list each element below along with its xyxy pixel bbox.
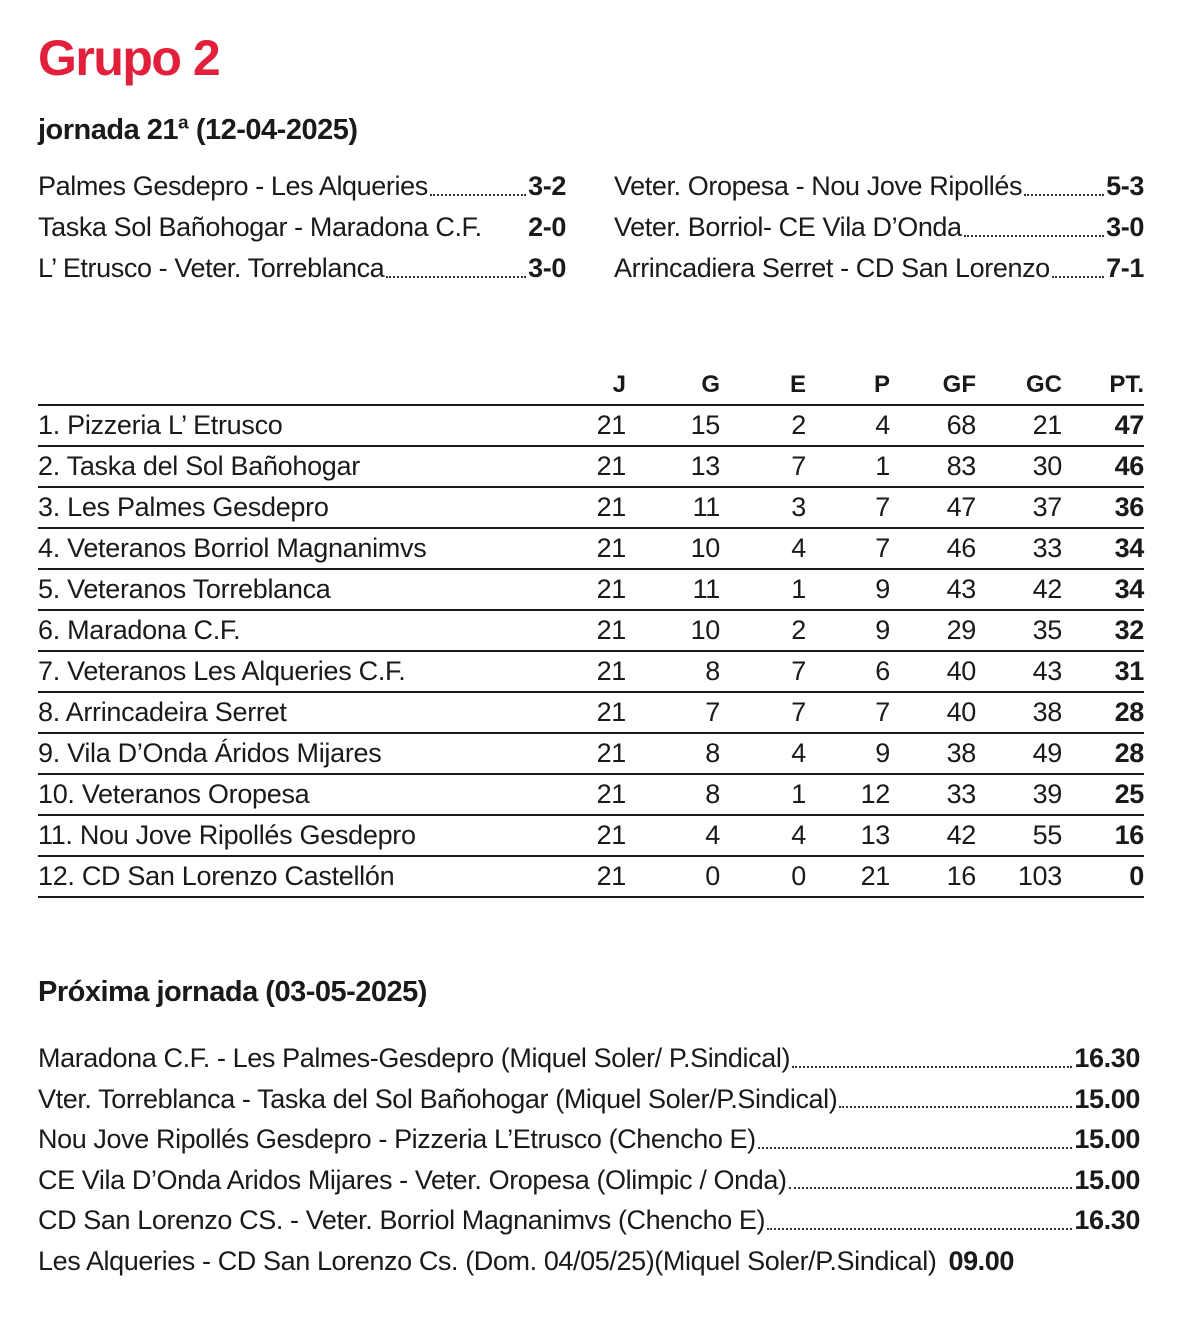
cell-drawn: 2 [720,610,806,651]
cell-played: 21 [590,692,626,733]
cell-goals-for: 16 [890,856,976,897]
cell-played: 21 [590,446,626,487]
result-score: 7-1 [1106,253,1144,283]
cell-team-name: 5. Veteranos Torreblanca [38,569,590,610]
table-row [38,487,1144,528]
cell-team-name: 12. CD San Lorenzo Castellón [38,856,590,897]
result-score: 3-2 [528,171,566,201]
fixture-time: 16.30 [1074,1205,1140,1235]
group-title: Grupo 2 [38,30,220,86]
cell-goals-against: 55 [976,815,1062,856]
cell-points: 34 [1062,528,1144,569]
cell-drawn: 0 [720,856,806,897]
cell-goals-against: 33 [976,528,1062,569]
cell-lost: 1 [806,446,890,487]
cell-drawn: 2 [720,405,806,446]
cell-played: 21 [590,405,626,446]
cell-won: 15 [626,405,720,446]
cell-goals-for: 83 [890,446,976,487]
fixture-match: CD San Lorenzo CS. - Veter. Borriol Magnanimvs (Chencho E) [38,1205,766,1235]
cell-won: 11 [626,487,720,528]
standings-header-row [38,366,1144,405]
cell-team-name: 3. Les Palmes Gesdepro [38,487,590,528]
cell-won: 10 [626,610,720,651]
cell-won: 8 [626,774,720,815]
fixture-time: 15.00 [1074,1164,1140,1195]
result-line [614,166,1144,207]
result-match: L’ Etrusco - Veter. Torreblanca [38,253,385,283]
table-row [38,815,1144,856]
cell-won: 13 [626,446,720,487]
result-line [614,207,1144,248]
cell-lost: 9 [806,569,890,610]
fixture-line [38,1038,1140,1079]
results-left-column [38,166,566,289]
cell-points: 34 [1062,569,1144,610]
fixture-line [38,1119,1140,1160]
cell-drawn: 1 [720,569,806,610]
cell-lost: 9 [806,610,890,651]
cell-goals-for: 33 [890,774,976,815]
table-row [38,856,1144,897]
cell-goals-against: 37 [976,487,1062,528]
header-drawn: E [720,366,806,405]
dot-leader [792,1066,1072,1068]
cell-team-name: 2. Taska del Sol Bañohogar [38,446,590,487]
fixture-match: CE Vila D’Onda Aridos Mijares - Veter. Oropesa (Olimpic / Onda) [38,1164,787,1195]
result-score: 3-0 [1106,212,1144,242]
round-heading: jornada 21ª (12-04-2025) [38,114,358,146]
cell-points: 36 [1062,487,1144,528]
header-points: PT. [1062,366,1144,405]
cell-played: 21 [590,774,626,815]
dot-leader [789,1187,1073,1189]
cell-won: 11 [626,569,720,610]
table-row [38,692,1144,733]
cell-lost: 4 [806,405,890,446]
cell-goals-for: 68 [890,405,976,446]
dot-leader [430,194,526,196]
result-match: Veter. Borriol- CE Vila D’Onda [614,212,962,242]
cell-goals-for: 40 [890,692,976,733]
cell-team-name: 10. Veteranos Oropesa [38,774,590,815]
cell-points: 28 [1062,692,1144,733]
table-row [38,405,1144,446]
fixture-time: 09.00 [948,1245,1015,1276]
cell-lost: 7 [806,528,890,569]
table-row [38,528,1144,569]
cell-points: 0 [1062,856,1144,897]
cell-drawn: 3 [720,487,806,528]
cell-points: 47 [1062,405,1144,446]
cell-lost: 12 [806,774,890,815]
cell-lost: 21 [806,856,890,897]
cell-goals-for: 43 [890,569,976,610]
fixture-match: Maradona C.F. - Les Palmes-Gesdepro (Miquel Soler/ P.Sindical) [38,1043,791,1073]
result-line [38,166,566,207]
result-match: Taska Sol Bañohogar - Maradona C.F. [38,212,482,242]
cell-played: 21 [590,528,626,569]
cell-goals-for: 42 [890,815,976,856]
result-line [38,207,566,248]
result-match: Veter. Oropesa - Nou Jove Ripollés [614,171,1023,201]
cell-goals-against: 103 [976,856,1062,897]
result-score: 5-3 [1106,171,1144,201]
cell-team-name: 11. Nou Jove Ripollés Gesdepro [38,815,590,856]
fixture-time: 15.00 [1074,1083,1140,1114]
cell-goals-against: 43 [976,651,1062,692]
cell-played: 21 [590,487,626,528]
cell-drawn: 1 [720,774,806,815]
cell-drawn: 4 [720,815,806,856]
fixture-match: Vter. Torreblanca - Taska del Sol Bañohogar (Miquel Soler/P.Sindical) [38,1083,838,1114]
cell-won: 4 [626,815,720,856]
header-played: J [590,366,626,405]
cell-lost: 7 [806,487,890,528]
dot-leader [758,1147,1073,1149]
table-row [38,569,1144,610]
cell-goals-for: 46 [890,528,976,569]
cell-won: 10 [626,528,720,569]
cell-goals-against: 21 [976,405,1062,446]
header-won: G [626,366,720,405]
fixture-match: Les Alqueries - CD San Lorenzo Cs. (Dom. 04/05/25)(Miquel Soler/P.Sindical) [38,1245,937,1276]
cell-goals-against: 39 [976,774,1062,815]
cell-goals-against: 38 [976,692,1062,733]
result-line [614,248,1144,289]
cell-drawn: 7 [720,692,806,733]
cell-team-name: 7. Veteranos Les Alqueries C.F. [38,651,590,692]
cell-lost: 6 [806,651,890,692]
fixture-line [38,1160,1140,1201]
cell-team-name: 8. Arrincadeira Serret [38,692,590,733]
cell-goals-for: 47 [890,487,976,528]
fixture-line [38,1241,1140,1282]
dot-leader [386,276,526,278]
result-match: Arrincadiera Serret - CD San Lorenzo [614,253,1050,283]
cell-played: 21 [590,733,626,774]
result-line [38,248,566,289]
header-team [38,366,590,405]
header-goals-for: GF [890,366,976,405]
dot-leader [964,235,1105,237]
cell-goals-against: 30 [976,446,1062,487]
table-row [38,651,1144,692]
cell-won: 8 [626,733,720,774]
cell-goals-against: 35 [976,610,1062,651]
standings-body [38,405,1144,897]
cell-team-name: 6. Maradona C.F. [38,610,590,651]
table-row [38,446,1144,487]
cell-played: 21 [590,569,626,610]
cell-drawn: 4 [720,733,806,774]
cell-played: 21 [590,815,626,856]
dot-leader [767,1228,1072,1230]
fixture-time: 15.00 [1074,1124,1140,1154]
cell-goals-against: 49 [976,733,1062,774]
cell-played: 21 [590,610,626,651]
fixture-line [38,1079,1140,1120]
fixture-line [38,1200,1140,1241]
table-row [38,733,1144,774]
cell-drawn: 4 [720,528,806,569]
cell-points: 16 [1062,815,1144,856]
cell-goals-for: 29 [890,610,976,651]
table-row [38,774,1144,815]
cell-goals-for: 38 [890,733,976,774]
cell-points: 25 [1062,774,1144,815]
cell-lost: 9 [806,733,890,774]
cell-team-name: 1. Pizzeria L’ Etrusco [38,405,590,446]
fixture-match: Nou Jove Ripollés Gesdepro - Pizzeria L’Etrusco (Chencho E) [38,1124,756,1154]
fixture-time: 16.30 [1074,1043,1140,1073]
results-right-column [614,166,1144,289]
cell-lost: 7 [806,692,890,733]
result-match: Palmes Gesdepro - Les Alqueries [38,171,428,201]
dot-leader [1052,276,1104,278]
header-goals-against: GC [976,366,1062,405]
cell-goals-against: 42 [976,569,1062,610]
cell-points: 46 [1062,446,1144,487]
result-score: 2-0 [528,212,566,242]
result-score: 3-0 [528,253,566,283]
cell-points: 31 [1062,651,1144,692]
cell-drawn: 7 [720,446,806,487]
cell-goals-for: 40 [890,651,976,692]
cell-played: 21 [590,651,626,692]
cell-won: 0 [626,856,720,897]
cell-won: 7 [626,692,720,733]
cell-team-name: 9. Vila D’Onda Áridos Mijares [38,733,590,774]
cell-points: 32 [1062,610,1144,651]
cell-lost: 13 [806,815,890,856]
dot-leader [839,1106,1072,1108]
standings-table [38,366,1144,898]
cell-drawn: 7 [720,651,806,692]
cell-points: 28 [1062,733,1144,774]
table-row [38,610,1144,651]
header-lost: P [806,366,890,405]
fixtures-list [38,1038,1140,1281]
cell-won: 8 [626,651,720,692]
dot-leader [1024,194,1104,196]
cell-played: 21 [590,856,626,897]
cell-team-name: 4. Veteranos Borriol Magnanimvs [38,528,590,569]
next-round-heading: Próxima jornada (03-05-2025) [38,976,427,1008]
